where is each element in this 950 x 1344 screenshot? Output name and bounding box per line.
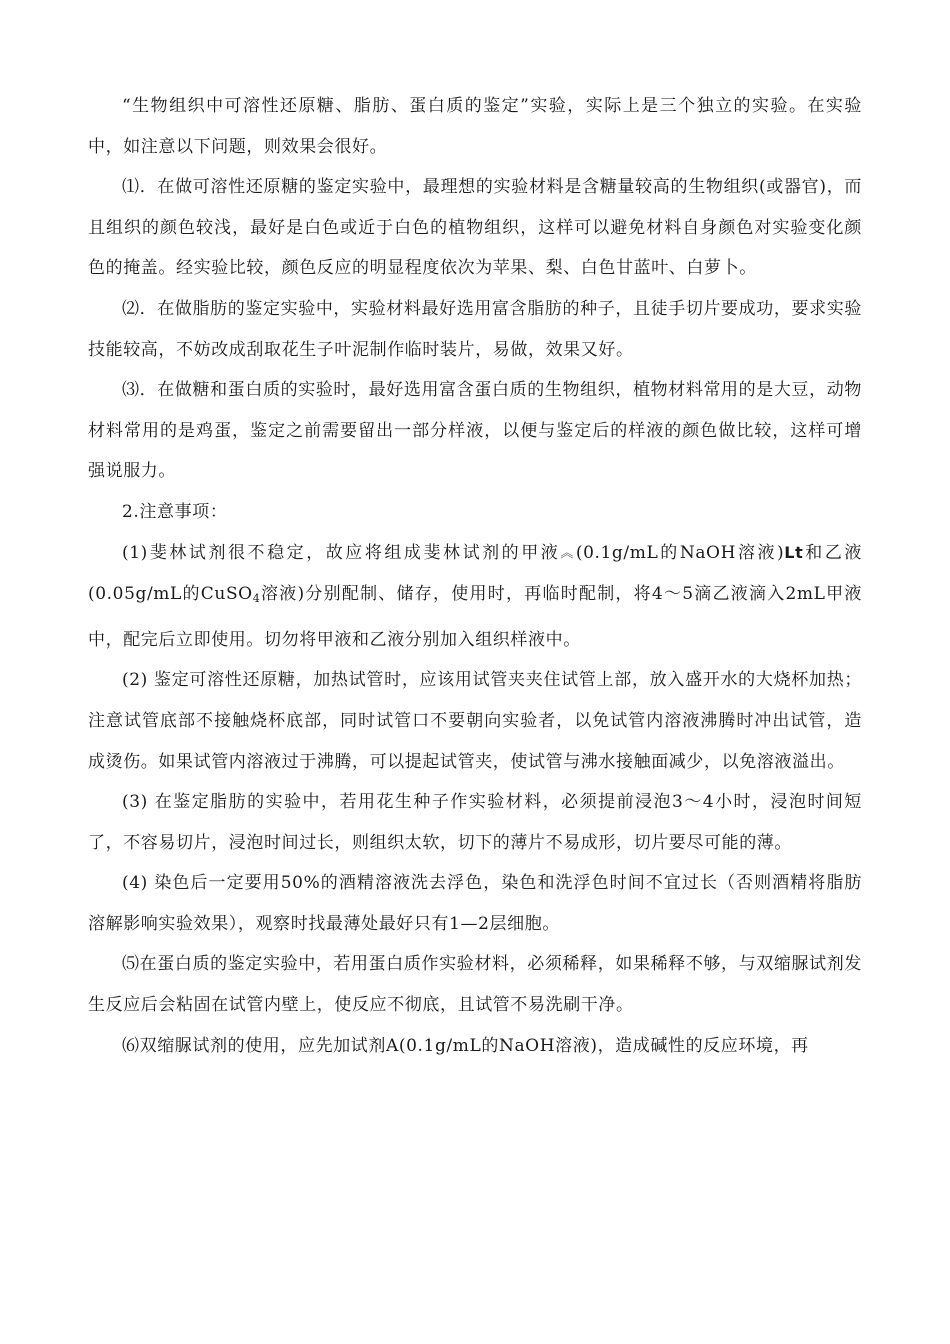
note-1-text-b: (0.1g/mL的NaOH溶液) [575, 542, 785, 563]
note-1-text-c: 和乙液(0.05g/mL的CuSO [88, 542, 862, 605]
note-2-paragraph: (2) 鉴定可溶性还原糖，加热试管时，应该用试管夹夹住试管上部，放入盛开水的大烧杯加热；注意试管底部不接触烧杯底部，同时试管口不要朝向实验者，以免试管内溶液沸腾时冲出试管，造成烫伤。如果试管内溶液过于沸腾，可以提起试管夹，使试管与沸水接触面减少，以免溶液溢出。 [88, 670, 862, 772]
point-1-paragraph: ⑴．在做可溶性还原糖的鉴定实验中，最理想的实验材料是含糖量较高的生物组织(或器官)，而且组织的颜色较浅，最好是白色或近于白色的植物组织，这样可以避免材料自身颜色对实验变化颜色的掩盖。经实验比较，颜色反应的明显程度依次为苹果、梨、白色甘蓝叶、白萝卜。 [88, 177, 862, 279]
note-1-paragraph [88, 533, 862, 661]
stray-mark: ︽ [560, 545, 576, 561]
point-3-paragraph: ⑶．在做糖和蛋白质的实验时，最好选用富含蛋白质的生物组织，植物材料常用的是大豆，动物材料常用的是鸡蛋，鉴定之前需要留出一部分样液，以便与鉴定后的样液的颜色做比较，这样可增强说服力。 [88, 380, 862, 482]
document-body [88, 86, 862, 1066]
stray-mark-lt: Lt [784, 542, 804, 562]
subscript-4: 4 [252, 592, 261, 606]
note-3-paragraph: (3) 在鉴定脂肪的实验中，若用花生种子作实验材料，必须提前浸泡3～4小时，浸泡时间短了，不容易切片，浸泡时间过长，则组织太软，切下的薄片不易成形，切片要尽可能的薄。 [88, 792, 862, 853]
note-5-paragraph: ⑸在蛋白质的鉴定实验中，若用蛋白质作实验材料，必须稀释，如果稀释不够，与双缩脲试剂发生反应后会粘固在试管内壁上，使反应不彻底，且试管不易洗刷干净。 [88, 954, 862, 1016]
notes-heading: 2.注意事项： [122, 501, 228, 522]
note-1-text-d: 溶液)分别配制、储存，使用时，再临时配制，将4～5滴乙液滴入2mL甲液中，配完后立即使用。切勿将甲液和乙液分别加入组织样液中。 [88, 584, 862, 650]
note-1-text-a: (1)斐林试剂很不稳定，故应将组成斐林试剂的甲液 [122, 542, 561, 563]
point-2-paragraph: ⑵．在做脂肪的鉴定实验中，实验材料最好选用富含脂肪的种子，且徒手切片要成功，要求实验技能较高，不妨改成刮取花生子叶泥制作临时装片，易做，效果又好。 [88, 298, 862, 360]
note-4-paragraph: (4) 染色后一定要用50%的酒精溶液洗去浮色，染色和洗浮色时间不宜过长（否则酒精将脂肪溶解影响实验效果），观察时找最薄处最好只有1—2层细胞。 [88, 873, 862, 934]
note-6-paragraph: ⑹双缩脲试剂的使用，应先加试剂A(0.1g/mL的NaOH溶液)，造成碱性的反应环境，再 [122, 1035, 809, 1056]
intro-paragraph: “生物组织中可溶性还原糖、脂肪、蛋白质的鉴定”实验，实际上是三个独立的实验。在实验中，如注意以下问题，则效果会很好。 [88, 96, 862, 157]
